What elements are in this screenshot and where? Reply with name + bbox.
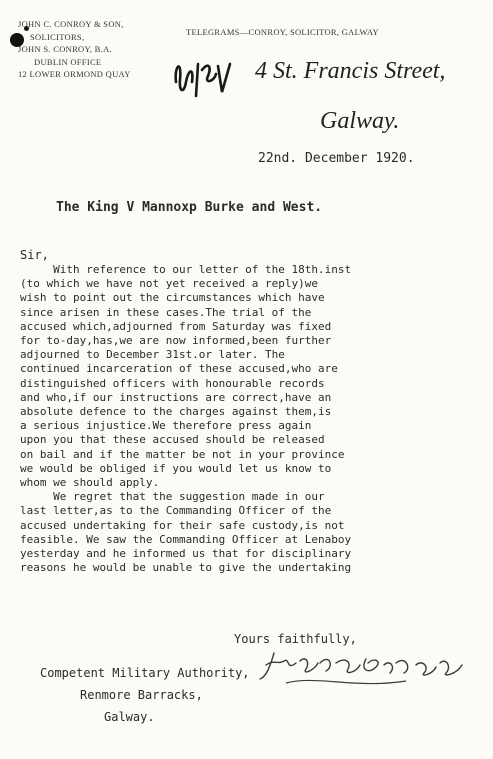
- body-line: wish to point out the circumstances which have: [20, 291, 325, 305]
- letterhead-firm: JOHN C. CONROY & SON,: [18, 19, 124, 29]
- body-line: and who,if our instructions are correct,have an: [20, 390, 332, 404]
- body-line: on bail and if the matter be not in your province: [20, 447, 345, 461]
- body-line: continued incarceration of these accused,who are: [20, 362, 338, 376]
- address-line-2: Galway.: [320, 108, 400, 134]
- body-line: We regret that the suggestion made in our: [20, 490, 325, 504]
- body-line: With reference to our letter of the 18th.inst: [20, 263, 352, 276]
- letterhead-office-address: 12 LOWER ORMOND QUAY: [18, 69, 131, 79]
- letterhead-role: SOLICITORS,: [30, 31, 85, 42]
- addressee-line-3: Galway.: [104, 710, 155, 724]
- letter-body: [20, 263, 480, 575]
- letterhead-partner: JOHN S. CONROY, B.A.: [18, 44, 112, 54]
- letterhead-office-heading: DUBLIN OFFICE: [34, 56, 102, 67]
- addressee-line-1: Competent Military Authority,: [40, 666, 250, 680]
- body-line: since arisen in these cases.The trial of the: [20, 305, 312, 319]
- letterhead: [18, 18, 188, 81]
- closing: Yours faithfully,: [234, 632, 357, 646]
- body-line: accused which,adjourned from Saturday was fixed: [20, 319, 332, 333]
- address-line-1: 4 St. Francis Street,: [255, 58, 446, 84]
- addressee-line-2: Renmore Barracks,: [80, 688, 203, 702]
- body-line: yesterday and he informed us that for disciplinary: [20, 547, 352, 561]
- body-line: we would be obliged if you would let us know to: [20, 461, 332, 475]
- handwritten-signature: [256, 645, 471, 695]
- body-line: last letter,as to the Commanding Officer of the: [20, 504, 332, 518]
- letter-date: 22nd. December 1920.: [258, 151, 415, 166]
- body-line: for to-day,has,we are now informed,been further: [20, 334, 332, 348]
- body-line: a serious injustice.We therefore press again: [20, 419, 312, 433]
- body-line: reasons he would be unable to give the undertaking: [20, 561, 352, 575]
- subject-line: The King V Mannoxp Burke and West.: [56, 200, 323, 215]
- addressee-block: [40, 662, 250, 728]
- body-line: accused undertaking for their safe custody,is not: [20, 518, 345, 532]
- body-line: absolute defence to the charges against them,is: [20, 405, 332, 419]
- body-line: whom we should apply.: [20, 476, 160, 490]
- handwritten-annotation: [168, 52, 238, 102]
- body-line: upon you that these accused should be released: [20, 433, 325, 447]
- body-line: distinguished officers with honourable records: [20, 376, 325, 390]
- body-line: (to which we have not yet received a reply)we: [20, 277, 319, 291]
- telegrams-line: TELEGRAMS—CONROY, SOLICITOR, GALWAY: [186, 27, 379, 37]
- salutation: Sir,: [20, 248, 49, 262]
- body-line: feasible. We saw the Commanding Officer at Lenaboy: [20, 532, 352, 546]
- body-line: adjourned to December 31st.or later. The: [20, 348, 285, 362]
